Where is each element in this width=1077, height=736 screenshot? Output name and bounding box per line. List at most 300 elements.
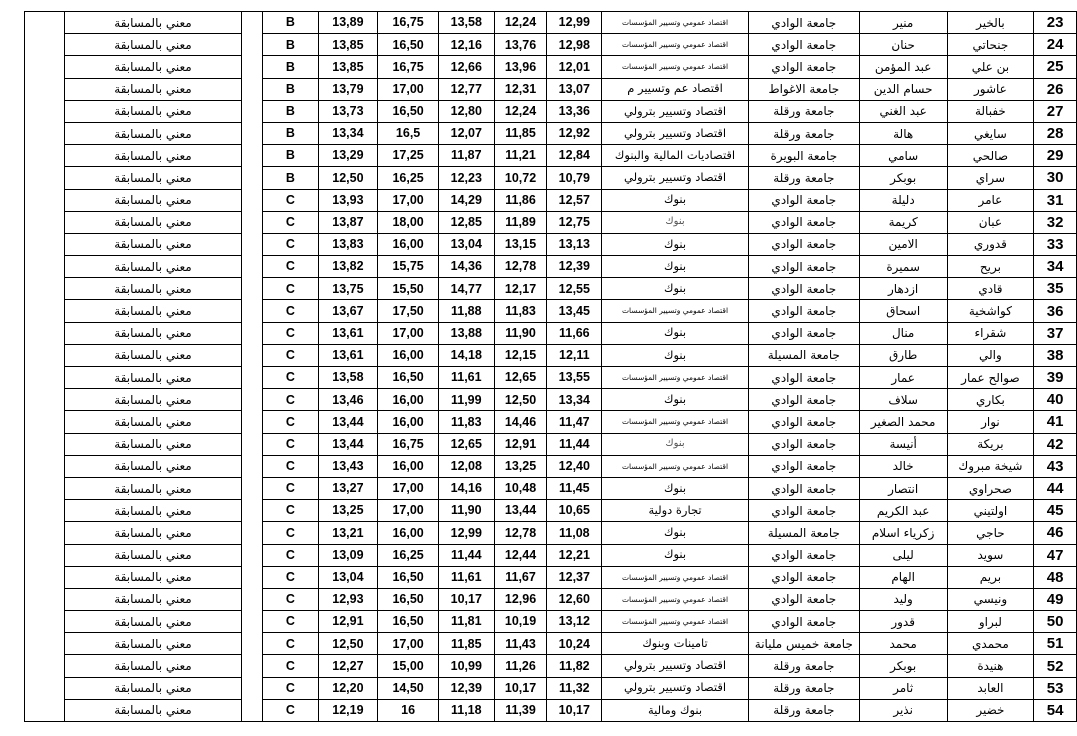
university: جامعة خميس مليانة — [748, 633, 859, 655]
first-name: بوبكر — [859, 655, 947, 677]
level-grade: C — [263, 677, 318, 699]
grade-3: 10,99 — [438, 655, 494, 677]
first-name: اسحاق — [859, 300, 947, 322]
specialty: بنوك — [602, 256, 749, 278]
grade-2: 11,26 — [494, 655, 547, 677]
empty-cell — [242, 677, 263, 699]
grade-1: 11,44 — [547, 433, 602, 455]
average-grade: 13,85 — [318, 56, 378, 78]
level-grade: C — [263, 189, 318, 211]
specialty: اقتصاد وتسيير بترولي — [602, 677, 749, 699]
first-name: سميرة — [859, 256, 947, 278]
specialty: اقتصاد وتسيير بترولي — [602, 655, 749, 677]
grade-1: 13,07 — [547, 78, 602, 100]
last-name: بريح — [947, 256, 1034, 278]
status-text: معني بالمسابقة — [64, 367, 242, 389]
table-row — [25, 167, 1077, 189]
table-row — [25, 633, 1077, 655]
grade-2: 11,86 — [494, 189, 547, 211]
grade-3: 12,16 — [438, 34, 494, 56]
empty-cell — [242, 56, 263, 78]
grade-2: 12,15 — [494, 344, 547, 366]
last-name: شقراء — [947, 322, 1034, 344]
candidates-table — [24, 11, 1077, 722]
last-name: شيخة مبروك — [947, 455, 1034, 477]
row-number: 34 — [1034, 256, 1077, 278]
empty-cell — [242, 611, 263, 633]
empty-cell — [25, 633, 65, 655]
status-text: معني بالمسابقة — [64, 100, 242, 122]
average-grade: 13,27 — [318, 477, 378, 499]
last-name: سويد — [947, 544, 1034, 566]
status-text: معني بالمسابقة — [64, 256, 242, 278]
row-number: 51 — [1034, 633, 1077, 655]
last-name: والي — [947, 344, 1034, 366]
level-grade: C — [263, 566, 318, 588]
grade-4: 17,00 — [378, 78, 439, 100]
grade-3: 11,85 — [438, 633, 494, 655]
level-grade: B — [263, 12, 318, 34]
table-row — [25, 300, 1077, 322]
first-name: الهام — [859, 566, 947, 588]
average-grade: 13,82 — [318, 256, 378, 278]
last-name: نوار — [947, 411, 1034, 433]
row-number: 45 — [1034, 500, 1077, 522]
empty-cell — [242, 522, 263, 544]
grade-3: 11,90 — [438, 500, 494, 522]
row-number: 39 — [1034, 367, 1077, 389]
grade-1: 10,79 — [547, 167, 602, 189]
first-name: وليد — [859, 588, 947, 610]
grade-1: 12,92 — [547, 122, 602, 144]
grade-3: 12,77 — [438, 78, 494, 100]
table-row — [25, 189, 1077, 211]
status-text: معني بالمسابقة — [64, 699, 242, 721]
average-grade: 12,93 — [318, 588, 378, 610]
empty-cell — [242, 367, 263, 389]
specialty: بنوك — [602, 433, 749, 455]
grade-1: 10,65 — [547, 500, 602, 522]
empty-cell — [242, 100, 263, 122]
last-name: بريكة — [947, 433, 1034, 455]
last-name: هنيدة — [947, 655, 1034, 677]
specialty: بنوك — [602, 189, 749, 211]
grade-4: 16,25 — [378, 544, 439, 566]
status-text: معني بالمسابقة — [64, 233, 242, 255]
grade-1: 13,34 — [547, 389, 602, 411]
empty-cell — [242, 699, 263, 721]
empty-cell — [242, 211, 263, 233]
average-grade: 13,93 — [318, 189, 378, 211]
first-name: انتصار — [859, 477, 947, 499]
grade-2: 12,24 — [494, 100, 547, 122]
level-grade: C — [263, 477, 318, 499]
level-grade: C — [263, 278, 318, 300]
average-grade: 12,19 — [318, 699, 378, 721]
status-text: معني بالمسابقة — [64, 167, 242, 189]
last-name: عاشور — [947, 78, 1034, 100]
university: جامعة الوادي — [748, 233, 859, 255]
university: جامعة الوادي — [748, 34, 859, 56]
status-text: معني بالمسابقة — [64, 211, 242, 233]
first-name: الامين — [859, 233, 947, 255]
grade-1: 12,99 — [547, 12, 602, 34]
row-number: 43 — [1034, 455, 1077, 477]
grade-2: 12,50 — [494, 389, 547, 411]
first-name: سامي — [859, 145, 947, 167]
average-grade: 13,44 — [318, 411, 378, 433]
university: جامعة الوادي — [748, 189, 859, 211]
university: جامعة الوادي — [748, 389, 859, 411]
table-row — [25, 611, 1077, 633]
level-grade: C — [263, 633, 318, 655]
average-grade: 13,89 — [318, 12, 378, 34]
empty-cell — [25, 411, 65, 433]
grade-2: 13,44 — [494, 500, 547, 522]
grade-2: 13,96 — [494, 56, 547, 78]
empty-cell — [25, 566, 65, 588]
level-grade: B — [263, 167, 318, 189]
empty-cell — [25, 56, 65, 78]
empty-cell — [242, 278, 263, 300]
empty-cell — [25, 677, 65, 699]
table-row — [25, 367, 1077, 389]
grade-2: 10,19 — [494, 611, 547, 633]
average-grade: 13,61 — [318, 322, 378, 344]
average-grade: 13,25 — [318, 500, 378, 522]
specialty: اقتصاد عمومي وتسيير المؤسسات — [602, 12, 749, 34]
empty-cell — [25, 544, 65, 566]
specialty: بنوك — [602, 477, 749, 499]
specialty: اقتصاد عمومي وتسيير المؤسسات — [602, 411, 749, 433]
empty-cell — [242, 122, 263, 144]
grade-3: 11,99 — [438, 389, 494, 411]
grade-4: 15,00 — [378, 655, 439, 677]
table-row — [25, 78, 1077, 100]
grade-4: 16,75 — [378, 433, 439, 455]
grade-4: 17,00 — [378, 633, 439, 655]
grade-3: 13,88 — [438, 322, 494, 344]
last-name: عامر — [947, 189, 1034, 211]
status-text: معني بالمسابقة — [64, 145, 242, 167]
table-row — [25, 34, 1077, 56]
level-grade: B — [263, 34, 318, 56]
table-row — [25, 500, 1077, 522]
first-name: ازدهار — [859, 278, 947, 300]
grade-1: 12,60 — [547, 588, 602, 610]
grade-2: 13,25 — [494, 455, 547, 477]
grade-1: 12,98 — [547, 34, 602, 56]
grade-2: 11,85 — [494, 122, 547, 144]
empty-cell — [25, 256, 65, 278]
university: جامعة الوادي — [748, 433, 859, 455]
empty-cell — [25, 477, 65, 499]
specialty: بنوك — [602, 522, 749, 544]
empty-cell — [25, 344, 65, 366]
grade-3: 11,88 — [438, 300, 494, 322]
empty-cell — [25, 500, 65, 522]
grade-1: 13,36 — [547, 100, 602, 122]
grade-1: 12,57 — [547, 189, 602, 211]
grade-3: 12,66 — [438, 56, 494, 78]
grade-1: 11,32 — [547, 677, 602, 699]
empty-cell — [242, 633, 263, 655]
empty-cell — [242, 189, 263, 211]
grade-1: 13,12 — [547, 611, 602, 633]
grade-3: 12,23 — [438, 167, 494, 189]
grade-4: 14,50 — [378, 677, 439, 699]
level-grade: C — [263, 655, 318, 677]
level-grade: C — [263, 300, 318, 322]
university: جامعة الوادي — [748, 411, 859, 433]
empty-cell — [242, 300, 263, 322]
empty-cell — [242, 322, 263, 344]
last-name: جنحاتي — [947, 34, 1034, 56]
grade-2: 11,83 — [494, 300, 547, 322]
empty-cell — [242, 389, 263, 411]
table-row — [25, 455, 1077, 477]
grade-2: 12,96 — [494, 588, 547, 610]
grade-1: 11,08 — [547, 522, 602, 544]
row-number: 46 — [1034, 522, 1077, 544]
first-name: كريمة — [859, 211, 947, 233]
grade-4: 17,00 — [378, 189, 439, 211]
status-text: معني بالمسابقة — [64, 433, 242, 455]
empty-cell — [25, 699, 65, 721]
grade-1: 11,45 — [547, 477, 602, 499]
first-name: حسام الدين — [859, 78, 947, 100]
level-grade: C — [263, 411, 318, 433]
row-number: 30 — [1034, 167, 1077, 189]
row-number: 25 — [1034, 56, 1077, 78]
grade-3: 14,29 — [438, 189, 494, 211]
specialty: اقتصاد وتسيير بترولي — [602, 167, 749, 189]
last-name: عبان — [947, 211, 1034, 233]
row-number: 42 — [1034, 433, 1077, 455]
empty-cell — [242, 566, 263, 588]
last-name: كواشخية — [947, 300, 1034, 322]
table-row — [25, 588, 1077, 610]
row-number: 41 — [1034, 411, 1077, 433]
grade-2: 12,44 — [494, 544, 547, 566]
empty-cell — [25, 455, 65, 477]
specialty: بنوك — [602, 344, 749, 366]
grade-1: 12,84 — [547, 145, 602, 167]
average-grade: 13,21 — [318, 522, 378, 544]
grade-1: 12,37 — [547, 566, 602, 588]
specialty: اقتصاد عمومي وتسيير المؤسسات — [602, 367, 749, 389]
university: جامعة البويرة — [748, 145, 859, 167]
specialty: تجارة دولية — [602, 500, 749, 522]
grade-2: 12,24 — [494, 12, 547, 34]
specialty: اقتصاد عمومي وتسيير المؤسسات — [602, 566, 749, 588]
status-text: معني بالمسابقة — [64, 633, 242, 655]
row-number: 28 — [1034, 122, 1077, 144]
empty-cell — [25, 522, 65, 544]
row-number: 27 — [1034, 100, 1077, 122]
level-grade: C — [263, 256, 318, 278]
table-row — [25, 211, 1077, 233]
grade-4: 16,5 — [378, 122, 439, 144]
empty-cell — [25, 122, 65, 144]
table-row — [25, 322, 1077, 344]
last-name: بريم — [947, 566, 1034, 588]
first-name: عبد الكريم — [859, 500, 947, 522]
university: جامعة الوادي — [748, 588, 859, 610]
level-grade: C — [263, 233, 318, 255]
empty-cell — [242, 500, 263, 522]
grade-2: 11,39 — [494, 699, 547, 721]
row-number: 29 — [1034, 145, 1077, 167]
grade-3: 13,04 — [438, 233, 494, 255]
first-name: ليلى — [859, 544, 947, 566]
grade-4: 16,50 — [378, 611, 439, 633]
level-grade: C — [263, 367, 318, 389]
empty-cell — [242, 344, 263, 366]
average-grade: 13,29 — [318, 145, 378, 167]
row-number: 23 — [1034, 12, 1077, 34]
grade-4: 16,25 — [378, 167, 439, 189]
grade-3: 14,18 — [438, 344, 494, 366]
first-name: محمد الصغير — [859, 411, 947, 433]
university: جامعة ورقلة — [748, 655, 859, 677]
first-name: بوبكر — [859, 167, 947, 189]
grade-4: 16,00 — [378, 344, 439, 366]
status-text: معني بالمسابقة — [64, 34, 242, 56]
specialty: بنوك — [602, 389, 749, 411]
row-number: 47 — [1034, 544, 1077, 566]
grade-4: 16,00 — [378, 389, 439, 411]
first-name: عبد المؤمن — [859, 56, 947, 78]
specialty: اقتصاد عمومي وتسيير المؤسسات — [602, 34, 749, 56]
last-name: العابد — [947, 677, 1034, 699]
table-row — [25, 699, 1077, 721]
empty-cell — [25, 189, 65, 211]
university: جامعة ورقلة — [748, 677, 859, 699]
level-grade: C — [263, 611, 318, 633]
grade-1: 11,82 — [547, 655, 602, 677]
empty-cell — [25, 78, 65, 100]
university: جامعة الوادي — [748, 211, 859, 233]
university: جامعة الوادي — [748, 12, 859, 34]
grade-4: 16 — [378, 699, 439, 721]
first-name: هالة — [859, 122, 947, 144]
grade-3: 12,85 — [438, 211, 494, 233]
empty-cell — [25, 233, 65, 255]
empty-cell — [25, 433, 65, 455]
empty-cell — [25, 367, 65, 389]
specialty: بنوك — [602, 278, 749, 300]
empty-cell — [25, 167, 65, 189]
first-name: زكرياء اسلام — [859, 522, 947, 544]
empty-cell — [242, 78, 263, 100]
university: جامعة الوادي — [748, 544, 859, 566]
grade-3: 11,61 — [438, 367, 494, 389]
grade-2: 11,21 — [494, 145, 547, 167]
table-row — [25, 278, 1077, 300]
specialty: اقتصاد وتسيير بترولي — [602, 100, 749, 122]
university: جامعة الوادي — [748, 367, 859, 389]
average-grade: 13,04 — [318, 566, 378, 588]
last-name: اولتيني — [947, 500, 1034, 522]
first-name: قدور — [859, 611, 947, 633]
status-text: معني بالمسابقة — [64, 544, 242, 566]
row-number: 53 — [1034, 677, 1077, 699]
status-text: معني بالمسابقة — [64, 477, 242, 499]
first-name: منال — [859, 322, 947, 344]
university: جامعة الوادي — [748, 500, 859, 522]
grade-1: 13,55 — [547, 367, 602, 389]
university: جامعة الوادي — [748, 56, 859, 78]
grade-4: 16,50 — [378, 367, 439, 389]
level-grade: C — [263, 544, 318, 566]
grade-2: 13,15 — [494, 233, 547, 255]
row-number: 32 — [1034, 211, 1077, 233]
last-name: بكاري — [947, 389, 1034, 411]
status-text: معني بالمسابقة — [64, 411, 242, 433]
last-name: بالخير — [947, 12, 1034, 34]
grade-3: 11,81 — [438, 611, 494, 633]
grade-1: 10,17 — [547, 699, 602, 721]
grade-4: 16,00 — [378, 233, 439, 255]
university: جامعة الوادي — [748, 477, 859, 499]
university: جامعة الوادي — [748, 611, 859, 633]
empty-cell — [25, 322, 65, 344]
university: جامعة الوادي — [748, 256, 859, 278]
grade-4: 16,50 — [378, 34, 439, 56]
table-row — [25, 56, 1077, 78]
specialty: اقتصاد عمومي وتسيير المؤسسات — [602, 611, 749, 633]
row-number: 48 — [1034, 566, 1077, 588]
university: جامعة الوادي — [748, 300, 859, 322]
grade-3: 14,77 — [438, 278, 494, 300]
row-number: 54 — [1034, 699, 1077, 721]
last-name: محمدي — [947, 633, 1034, 655]
grade-3: 14,36 — [438, 256, 494, 278]
grade-4: 16,50 — [378, 100, 439, 122]
empty-cell — [242, 145, 263, 167]
average-grade: 12,50 — [318, 167, 378, 189]
average-grade: 13,67 — [318, 300, 378, 322]
last-name: سايغي — [947, 122, 1034, 144]
empty-cell — [25, 100, 65, 122]
grade-4: 17,00 — [378, 322, 439, 344]
university: جامعة ورقلة — [748, 699, 859, 721]
level-grade: B — [263, 122, 318, 144]
grade-2: 14,46 — [494, 411, 547, 433]
first-name: منير — [859, 12, 947, 34]
grade-3: 14,16 — [438, 477, 494, 499]
status-text: معني بالمسابقة — [64, 655, 242, 677]
table-row — [25, 433, 1077, 455]
level-grade: B — [263, 100, 318, 122]
row-number: 31 — [1034, 189, 1077, 211]
grade-4: 16,00 — [378, 522, 439, 544]
row-number: 26 — [1034, 78, 1077, 100]
status-text: معني بالمسابقة — [64, 78, 242, 100]
specialty: بنوك ومالية — [602, 699, 749, 721]
grade-2: 12,78 — [494, 522, 547, 544]
grade-1: 13,45 — [547, 300, 602, 322]
level-grade: C — [263, 588, 318, 610]
status-text: معني بالمسابقة — [64, 677, 242, 699]
status-text: معني بالمسابقة — [64, 588, 242, 610]
university: جامعة الوادي — [748, 278, 859, 300]
specialty: اقتصاديات المالية والبنوك — [602, 145, 749, 167]
status-text: معني بالمسابقة — [64, 566, 242, 588]
table-row — [25, 522, 1077, 544]
grade-1: 12,01 — [547, 56, 602, 78]
